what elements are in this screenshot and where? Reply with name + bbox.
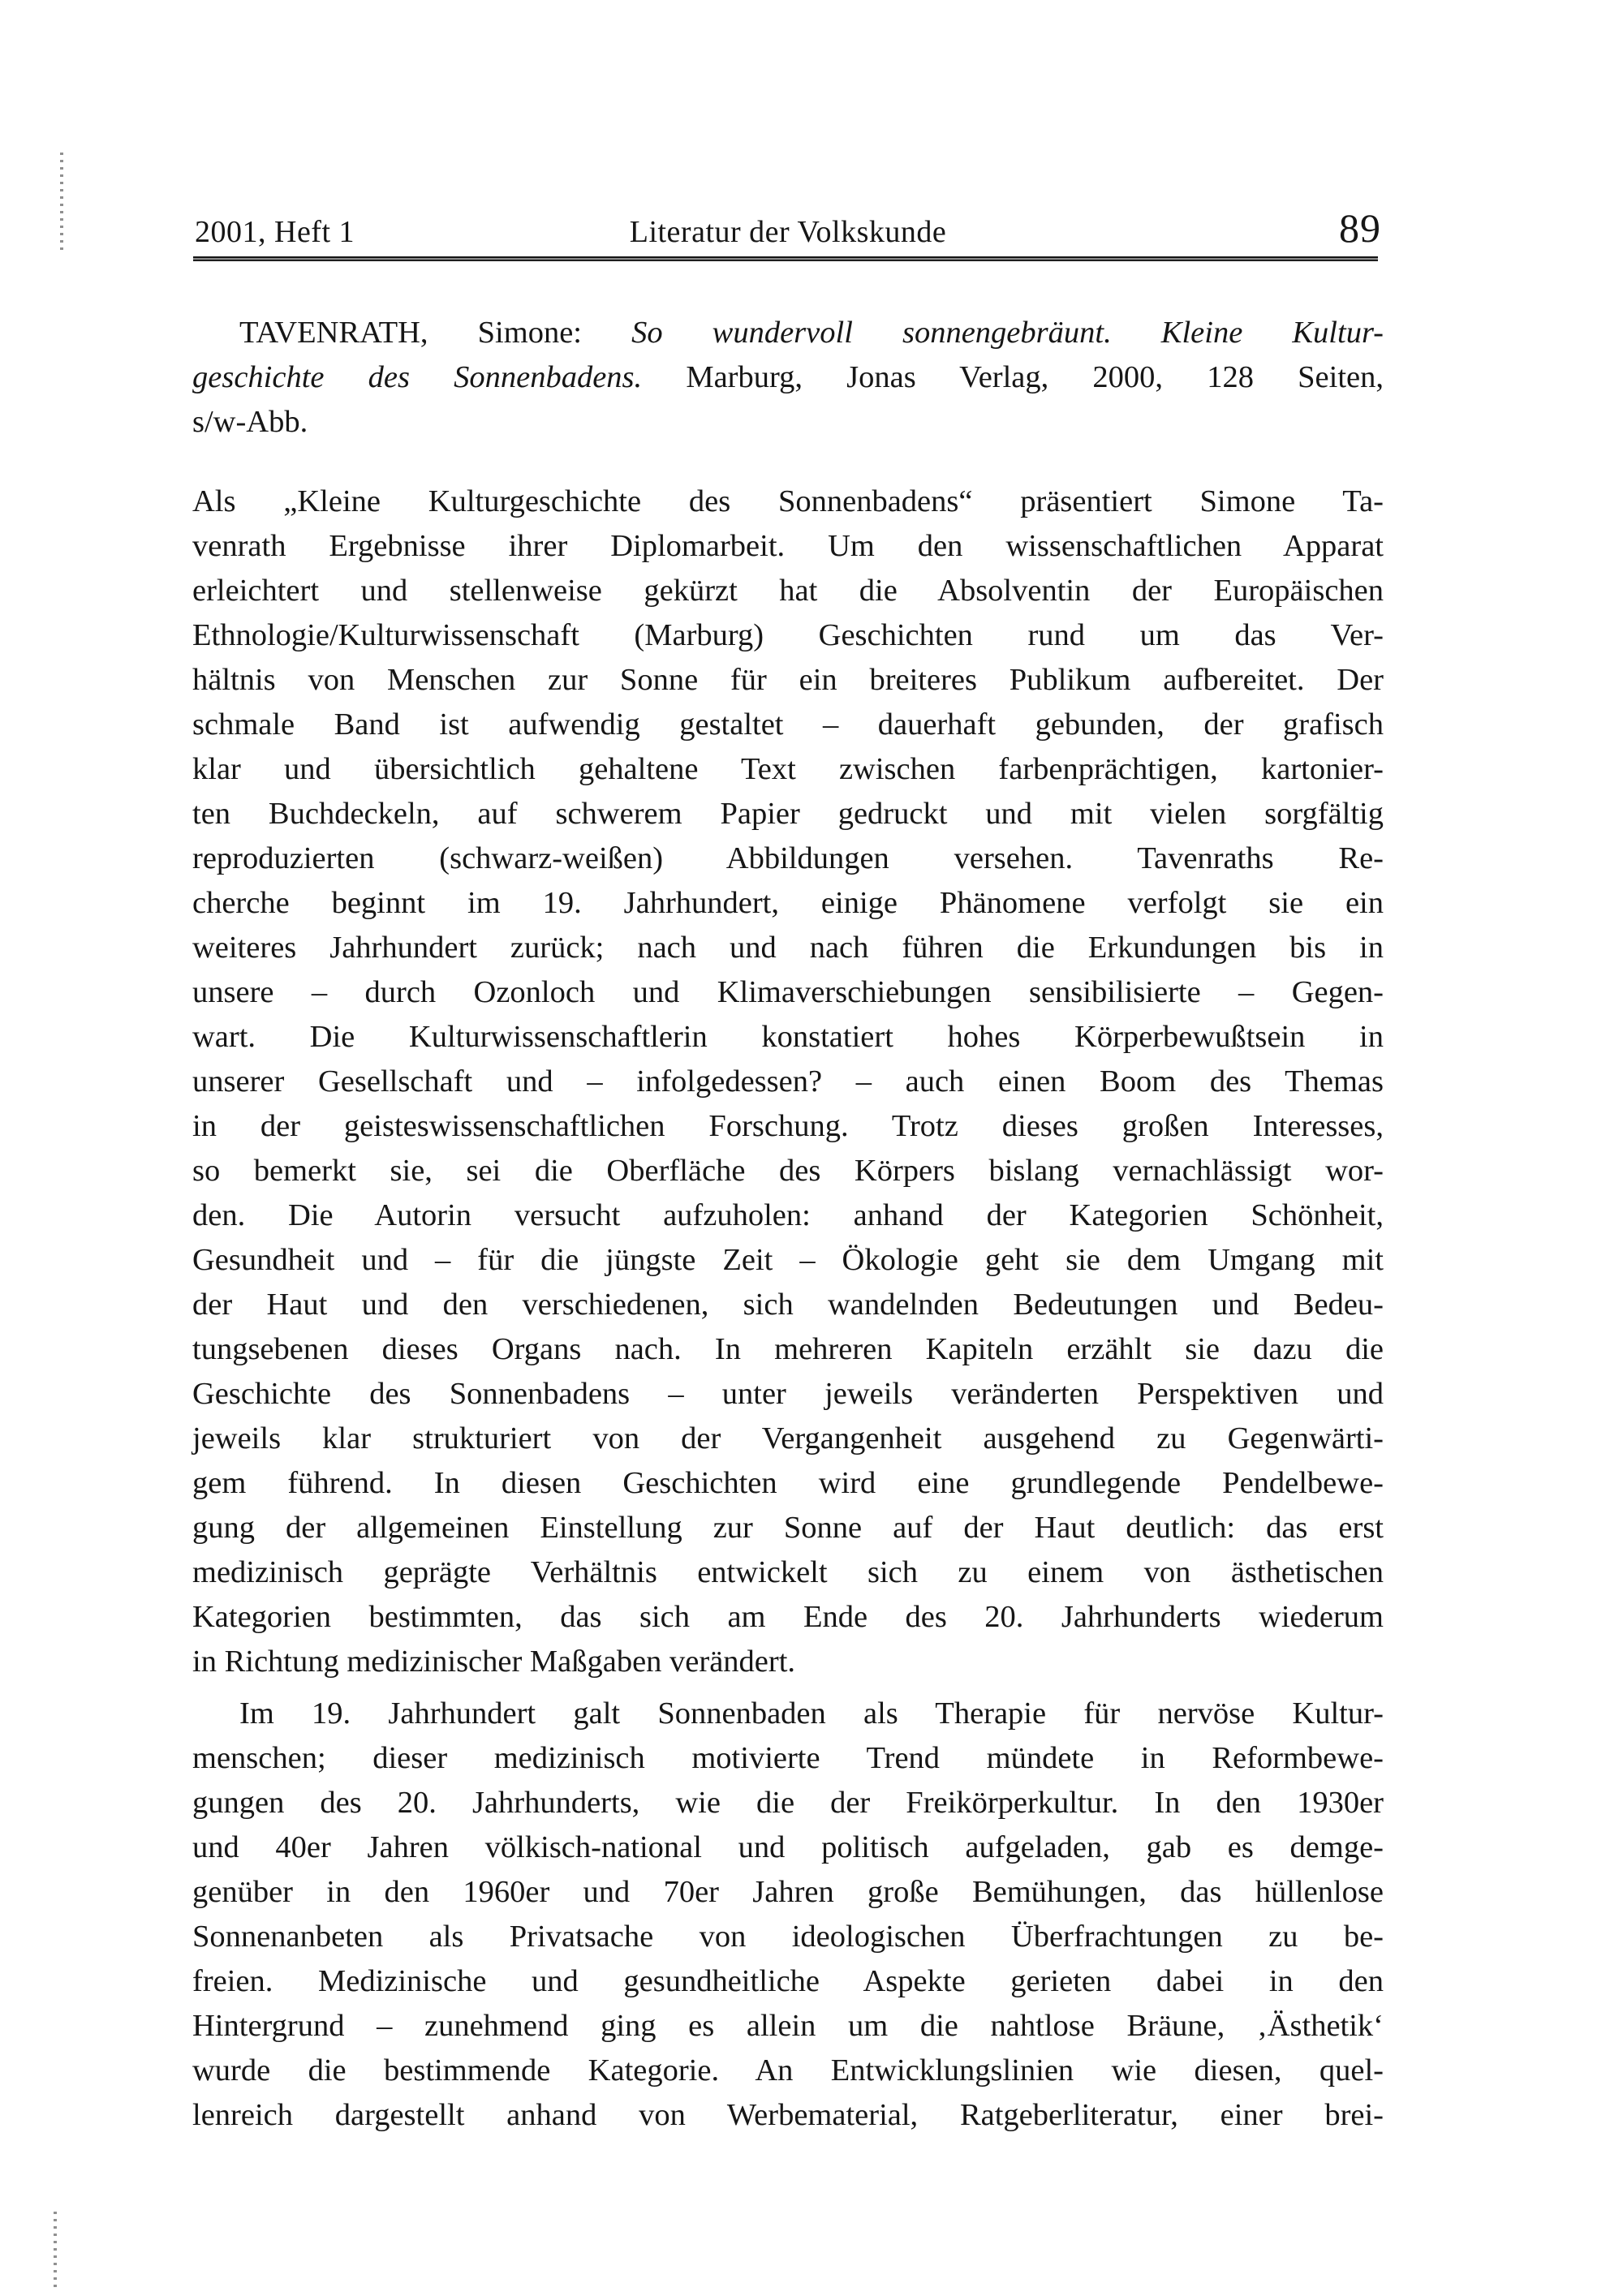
review-paragraph-2	[192, 1692, 1384, 2138]
scan-artifact-dots-bottom	[54, 2212, 57, 2291]
text-segment: medizinisch geprägte Verhältnis entwickelt sich zu einem von ästhetischen	[192, 1555, 1384, 1589]
text-segment: Hintergrund – zunehmend ging es allein um die nahtlose Bräune, ‚Ästhetik‘	[192, 2009, 1384, 2043]
text-line	[192, 1915, 1384, 1959]
text-segment: venrath Ergebnisse ihrer Diplomarbeit. Um den wissenschaftlichen Apparat	[192, 529, 1384, 563]
text-segment: und 40er Jahren völkisch-national und politisch aufgeladen, gab es demge-	[192, 1830, 1384, 1864]
text-line	[192, 1461, 1384, 1506]
text-line	[192, 658, 1384, 703]
review-paragraph-1	[192, 479, 1384, 1684]
text-segment: Sonnenanbeten als Privatsache von ideologischen Überfrachtungen zu be-	[192, 1920, 1384, 1954]
text-segment: in Richtung medizinischer Maßgaben verändert.	[192, 1645, 796, 1679]
text-line	[192, 1506, 1384, 1550]
text-segment: in der geisteswissenschaftlichen Forschung. Trotz dieses großen Interesses,	[192, 1109, 1384, 1143]
text-segment: cherche beginnt im 19. Jahrhundert, einige Phänomene verfolgt sie ein	[192, 886, 1384, 920]
text-line	[192, 1372, 1384, 1417]
text-segment: klar und übersichtlich gehaltene Text zwischen farbenprächtigen, kartonier-	[192, 752, 1384, 786]
text-line	[192, 2049, 1384, 2093]
text-segment: Gesundheit und – für die jüngste Zeit – Ökologie geht sie dem Umgang mit	[192, 1243, 1384, 1277]
text-line	[192, 569, 1384, 613]
text-segment: Ethnologie/Kulturwissenschaft (Marburg) Geschichten rund um das Ver-	[192, 618, 1384, 652]
text-segment: gungen des 20. Jahrhunderts, wie die der Freikörperkultur. In den 1930er	[192, 1786, 1384, 1820]
text-line	[192, 1781, 1384, 1825]
text-line	[192, 836, 1384, 881]
header-rule	[193, 256, 1378, 261]
text-segment: erleichtert und stellenweise gekürzt hat die Absolventin der Europäischen	[192, 574, 1384, 608]
text-line	[192, 613, 1384, 658]
text-segment: TAVENRATH, Simone:	[239, 316, 632, 350]
text-line	[192, 703, 1384, 747]
text-line	[192, 524, 1384, 569]
text-segment: menschen; dieser medizinisch motivierte Trend mündete in Reformbewe-	[192, 1741, 1384, 1775]
text-segment: gem führend. In diesen Geschichten wird eine grundlegende Pendelbewe-	[192, 1466, 1384, 1500]
text-segment: s/w-Abb.	[192, 405, 308, 439]
text-segment: Im 19. Jahrhundert galt Sonnenbaden als Therapie für nervöse Kultur-	[239, 1696, 1384, 1731]
journal-issue: 2001, Heft 1	[195, 215, 355, 249]
text-segment: den. Die Autorin versucht aufzuholen: anhand der Kategorien Schönheit,	[192, 1198, 1384, 1232]
text-line	[192, 1060, 1384, 1104]
text-segment: ten Buchdeckeln, auf schwerem Papier gedruckt und mit vielen sorgfältig	[192, 797, 1384, 831]
text-line	[192, 747, 1384, 792]
text-segment: wart. Die Kulturwissenschaftlerin konstatiert hohes Körperbewußtsein in	[192, 1020, 1384, 1054]
scan-artifact-dots-top	[60, 153, 63, 253]
text-line	[192, 1149, 1384, 1193]
text-line	[192, 1595, 1384, 1640]
text-segment: reproduzierten (schwarz-weißen) Abbildungen versehen. Tavenraths Re-	[192, 841, 1384, 875]
text-line	[192, 311, 1384, 355]
text-segment: so bemerkt sie, sei die Oberfläche des Körpers bislang vernachlässigt wor-	[192, 1154, 1384, 1188]
text-line	[192, 1417, 1384, 1461]
text-line	[192, 2004, 1384, 2049]
text-segment: wurde die bestimmende Kategorie. An Entwicklungslinien wie diesen, quel-	[192, 2053, 1384, 2087]
text-line	[192, 1692, 1384, 1736]
text-segment: hältnis von Menschen zur Sonne für ein breiteres Publikum aufbereitet. Der	[192, 663, 1384, 697]
text-line	[192, 1870, 1384, 1915]
text-segment: schmale Band ist aufwendig gestaltet – dauerhaft gebunden, der grafisch	[192, 707, 1384, 742]
text-line	[192, 1640, 1384, 1684]
text-line	[192, 926, 1384, 970]
text-segment: der Haut und den verschiedenen, sich wandelnden Bedeutungen und Bedeu-	[192, 1288, 1384, 1322]
text-line	[192, 1238, 1384, 1283]
book-citation	[192, 311, 1384, 445]
text-segment: Kategorien bestimmten, das sich am Ende des 20. Jahrhunderts wiederum	[192, 1600, 1384, 1634]
text-line	[192, 355, 1384, 400]
text-line	[192, 970, 1384, 1015]
text-segment: jeweils klar strukturiert von der Vergangenheit ausgehend zu Gegenwärti-	[192, 1421, 1384, 1455]
text-line	[192, 881, 1384, 926]
text-line	[192, 792, 1384, 836]
text-segment: lenreich dargestellt anhand von Werbematerial, Ratgeberliteratur, einer brei-	[192, 2098, 1384, 2132]
text-segment: Als „Kleine Kulturgeschichte des Sonnenbadens“ präsentiert Simone Ta-	[192, 484, 1384, 518]
text-segment: unsere – durch Ozonloch und Klimaverschiebungen sensibilisierte – Gegen-	[192, 975, 1384, 1009]
page-number: 89	[1339, 205, 1381, 251]
text-line	[192, 400, 1384, 445]
text-line	[192, 1825, 1384, 1870]
journal-title: Literatur der Volkskunde	[629, 215, 947, 249]
citation-title-italic: geschichte des Sonnenbadens.	[192, 360, 643, 394]
page-header	[195, 204, 1381, 255]
text-segment: Marburg, Jonas Verlag, 2000, 128 Seiten,	[642, 360, 1384, 394]
text-segment: freien. Medizinische und gesundheitliche Aspekte gerieten dabei in den	[192, 1964, 1384, 1998]
text-segment: weiteres Jahrhundert zurück; nach und nach führen die Erkundungen bis in	[192, 931, 1384, 965]
text-segment: Geschichte des Sonnenbadens – unter jeweils veränderten Perspektiven und	[192, 1377, 1384, 1411]
text-line	[192, 1327, 1384, 1372]
text-line	[192, 1283, 1384, 1327]
text-line	[192, 1193, 1384, 1238]
text-line	[192, 1959, 1384, 2004]
text-line	[192, 1736, 1384, 1781]
text-line	[192, 1104, 1384, 1149]
text-line	[192, 1550, 1384, 1595]
text-line	[192, 479, 1384, 524]
citation-title-italic: So wundervoll sonnengebräunt. Kleine Kultur-	[631, 316, 1384, 350]
text-segment: tungsebenen dieses Organs nach. In mehreren Kapiteln erzählt sie dazu die	[192, 1332, 1384, 1366]
text-segment: unserer Gesellschaft und – infolgedessen? – auch einen Boom des Themas	[192, 1064, 1384, 1099]
text-line	[192, 1015, 1384, 1060]
text-line	[192, 2093, 1384, 2138]
text-segment: genüber in den 1960er und 70er Jahren große Bemühungen, das hüllenlose	[192, 1875, 1384, 1909]
text-segment: gung der allgemeinen Einstellung zur Sonne auf der Haut deutlich: das erst	[192, 1511, 1384, 1545]
